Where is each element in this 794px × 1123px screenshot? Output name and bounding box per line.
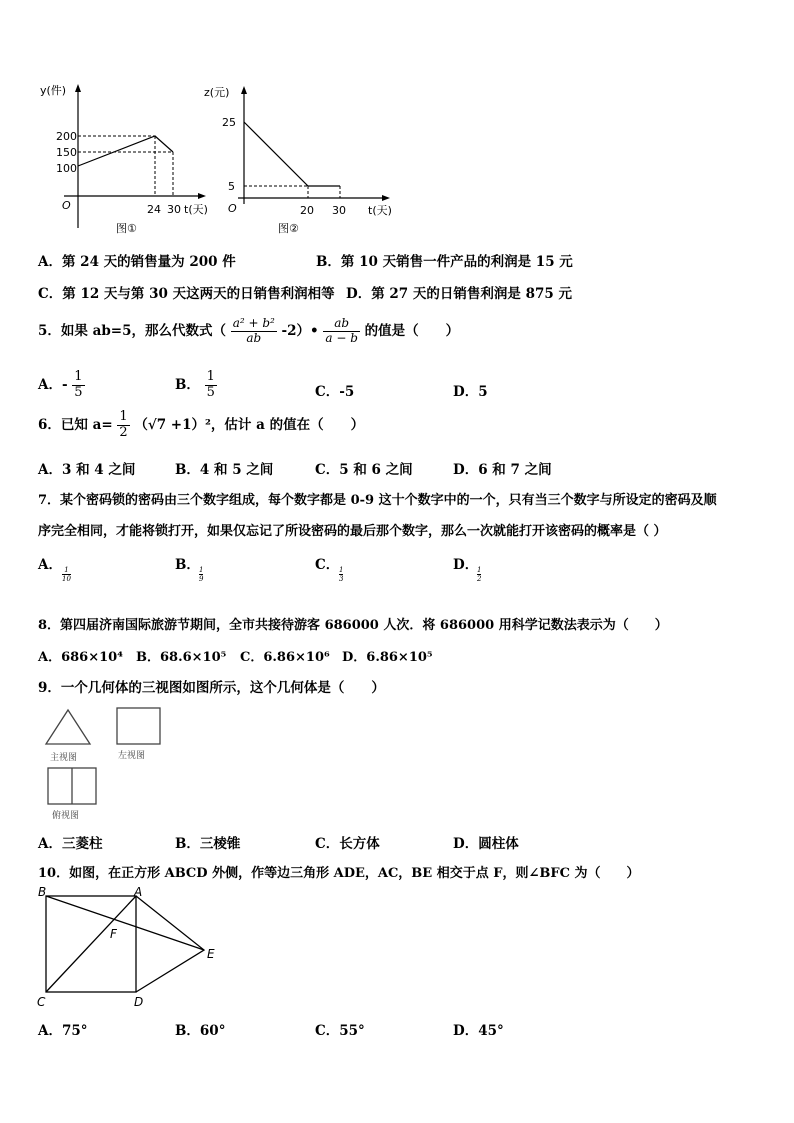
q8-option-c: C．6.86×10⁶ xyxy=(240,650,330,665)
point-e-label: E xyxy=(207,947,215,961)
q9-option-c: C．长方体 xyxy=(315,836,380,852)
q5-fraction-1-num: a² + b² xyxy=(232,316,275,330)
q8-option-d: D．6.86×10⁵ xyxy=(342,650,433,665)
q7-option-a-den: 10 xyxy=(62,575,71,583)
q7-option-c-num: 1 xyxy=(339,566,344,574)
z-tick-5: 5 xyxy=(228,180,235,193)
left-view-label: 左视图 xyxy=(118,751,146,761)
q6-option-b: B．4 和 5 之间 xyxy=(175,462,274,478)
left-view-square xyxy=(117,708,160,744)
q7-option-c-fraction xyxy=(339,566,343,583)
q8-option-b: B．68.6×10⁵ xyxy=(136,650,227,665)
question-7-line-2: 序完全相同，才能将锁打开，如果仅忘记了所设密码的最后那个数字，那么一次就能打开该密码的概率是（ ） xyxy=(38,524,667,539)
q7-option-b: B． xyxy=(175,557,200,573)
q10-option-d: D．45° xyxy=(453,1023,504,1039)
z-tick-25: 25 xyxy=(222,116,236,129)
question-7-line-1: 7．某个密码锁的密码由三个数字组成，每个数字都是 0-9 这十个数字中的一个，只有当三个数字与所设定的密码及顺 xyxy=(38,493,717,508)
square-triangle-figure xyxy=(34,886,224,1010)
q7-option-a: A． xyxy=(38,557,62,573)
q7-option-d-num: 1 xyxy=(477,566,482,574)
figure-1-caption: 图① xyxy=(116,222,137,235)
q6-fraction-num: 1 xyxy=(119,409,128,424)
q5-option-a-fraction xyxy=(72,370,84,401)
q5-prefix: 5．如果 ab=5，那么代数式（ xyxy=(38,322,226,339)
q7-option-b-num: 1 xyxy=(199,566,204,574)
q5-option-a-num: 1 xyxy=(74,369,83,384)
front-view-triangle xyxy=(46,710,90,744)
question-6 xyxy=(38,410,364,441)
point-d-label: D xyxy=(134,995,144,1009)
q5-fraction-2-den: a − b xyxy=(325,330,358,345)
q6-option-c: C．5 和 6 之间 xyxy=(315,462,413,478)
q5-option-b xyxy=(175,370,217,401)
q5-fraction-1-den: ab xyxy=(246,330,262,345)
z-axis-arrow xyxy=(241,86,247,94)
q5-suffix: 的值是（ ） xyxy=(364,322,460,339)
q5-option-c: C．-5 xyxy=(315,384,355,400)
diagonal-ac xyxy=(46,896,136,992)
sales-line xyxy=(78,136,173,166)
figure-2-caption: 图② xyxy=(278,222,299,235)
q4-option-b: B．第 10 天销售一件产品的利润是 15 元 xyxy=(316,254,573,270)
q5-option-b-fraction xyxy=(205,370,217,401)
q6-prefix: 6．已知 a= xyxy=(38,416,113,433)
q7-option-d-fraction xyxy=(477,566,481,583)
q7-option-c-den: 3 xyxy=(339,575,344,583)
q5-option-a-den: 5 xyxy=(74,384,83,400)
top-view-label: 俯视图 xyxy=(52,811,80,821)
q6-option-a: A．3 和 4 之间 xyxy=(38,462,136,478)
q4-option-a: A．第 24 天的销售量为 200 件 xyxy=(38,254,236,270)
q5-fraction-2-num: ab xyxy=(323,317,360,332)
point-b-label: B xyxy=(38,886,47,899)
q4-option-d: D．第 27 天的日销售利润是 875 元 xyxy=(346,286,572,302)
question-9: 9．一个几何体的三视图如图所示，这个几何体是（ ） xyxy=(38,680,385,696)
q6-fraction-den: 2 xyxy=(119,424,128,440)
segment-be xyxy=(46,896,204,950)
q5-fraction-1 xyxy=(231,317,277,346)
q7-option-a-fraction xyxy=(62,566,71,583)
q6-fraction xyxy=(117,410,129,441)
profit-line xyxy=(244,122,340,186)
point-f-label: F xyxy=(110,927,117,941)
q9-option-a: A．三菱柱 xyxy=(38,836,103,852)
q5-option-d: D．5 xyxy=(453,384,488,400)
front-view-label: 主视图 xyxy=(50,753,78,763)
t-axis-label: t(天) xyxy=(184,203,208,216)
q6-expression: （√7 +1）²，估计 a 的值在（ ） xyxy=(134,416,365,433)
q7-option-b-den: 9 xyxy=(199,575,204,583)
t-axis-arrow xyxy=(382,195,390,201)
q5-option-a xyxy=(38,370,85,401)
q7-option-d-den: 2 xyxy=(477,575,482,583)
t-tick-20: 20 xyxy=(300,204,314,217)
q7-option-b-fraction xyxy=(199,566,203,583)
three-view-figure xyxy=(40,704,170,826)
q5-option-a-label: A．- xyxy=(38,376,68,393)
y-axis-arrow xyxy=(75,84,81,92)
question-10: 10．如图，在正方形 ABCD 外侧，作等边三角形 ADE，AC，BE 相交于点 F，则∠BFC 为（ ） xyxy=(38,866,640,881)
q9-option-d: D．圆柱体 xyxy=(453,836,519,852)
q10-option-b: B．60° xyxy=(175,1023,226,1039)
y-tick-200: 200 xyxy=(56,130,77,143)
q10-option-a: A．75° xyxy=(38,1023,88,1039)
point-a-label: A xyxy=(134,886,143,899)
q4-option-c: C．第 12 天与第 30 天这两天的日销售利润相等 xyxy=(38,286,335,302)
q5-option-b-den: 5 xyxy=(206,384,215,400)
q7-option-d: D． xyxy=(453,557,479,573)
figure-1-sales-graph xyxy=(34,78,220,240)
origin-label: O xyxy=(228,202,237,215)
t-axis-label: t(天) xyxy=(368,204,392,217)
q10-option-c: C．55° xyxy=(315,1023,365,1039)
point-c-label: C xyxy=(37,995,46,1009)
q7-option-c: C． xyxy=(315,557,340,573)
q6-option-d: D．6 和 7 之间 xyxy=(453,462,552,478)
y-tick-150: 150 xyxy=(56,146,77,159)
q5-fraction-2 xyxy=(323,317,360,346)
z-axis-label: z(元) xyxy=(204,86,230,99)
question-5 xyxy=(38,317,459,346)
q5-mid: -2）• xyxy=(281,322,319,339)
t-tick-24: 24 xyxy=(147,203,161,216)
t-tick-30: 30 xyxy=(332,204,346,217)
t-tick-30: 30 xyxy=(167,203,181,216)
q5-option-b-num: 1 xyxy=(206,369,215,384)
q5-option-b-label: B． xyxy=(175,376,200,393)
triangle-ade xyxy=(136,896,204,992)
q9-option-b: B．三棱锥 xyxy=(175,836,241,852)
origin-label: O xyxy=(62,199,71,212)
figure-2-profit-graph xyxy=(198,78,404,240)
y-axis-label: y(件) xyxy=(40,84,67,97)
y-tick-100: 100 xyxy=(56,162,77,175)
question-8: 8．第四届济南国际旅游节期间，全市共接待游客 686000 人次．将 686000 用科学记数法表示为（ ） xyxy=(38,618,668,633)
q8-option-a: A．686×10⁴ xyxy=(38,650,123,665)
q7-option-a-num: 1 xyxy=(64,566,69,574)
